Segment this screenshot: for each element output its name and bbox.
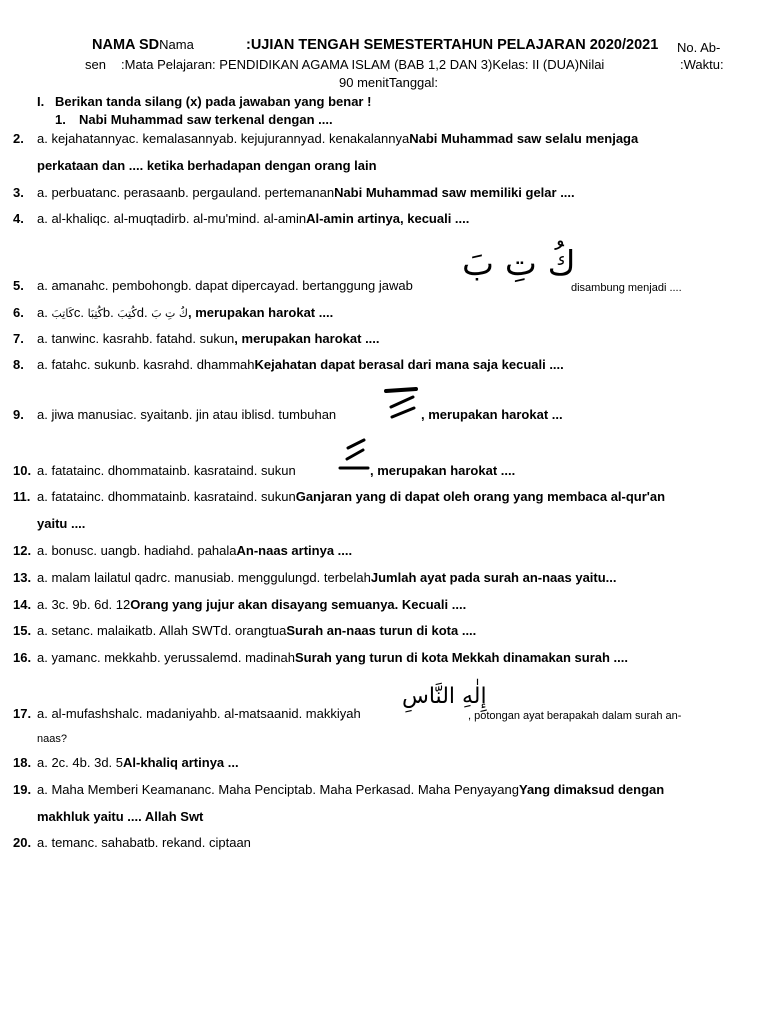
q6-arabic-2: كُتِبَا bbox=[87, 307, 103, 320]
q12-question-cont: yaitu .... bbox=[37, 516, 86, 531]
q19-line bbox=[37, 782, 664, 798]
q12-number: 12. bbox=[13, 543, 32, 558]
q4-options: a. al-khaliqc. al-muqtadirb. al-mu'mind. al-amin bbox=[37, 211, 307, 226]
subject-label: :Mata Pelajaran: PENDIDIKAN AGAMA ISLAM (BAB 1,2 DAN 3)Kelas: II (DUA)Nilai bbox=[121, 57, 605, 72]
q3-question: Nabi Muhammad saw selalu menjaga bbox=[409, 131, 639, 146]
q7-options: a. tanwinc. kasrahb. fatahd. sukun bbox=[37, 331, 235, 346]
q11-line bbox=[37, 489, 665, 505]
time-value: 90 menitTanggal: bbox=[339, 75, 439, 90]
q9-question: Kejahatan dapat berasal dari mana saja kecuali .... bbox=[254, 357, 564, 372]
q20-options: a. temanc. sahabatb. rekand. ciptaan bbox=[37, 835, 251, 850]
q3-question-cont: perkataan dan .... ketika berhadapan dengan orang lain bbox=[37, 158, 377, 173]
q5-question: Al-amin artinya, kecuali .... bbox=[306, 211, 470, 226]
q3-number: 3. bbox=[13, 185, 24, 200]
exam-title: :UJIAN TENGAH SEMESTERTAHUN PELAJARAN 2020/2021 bbox=[246, 37, 659, 53]
q15-question: Orang yang jujur akan disayang semuanya. Kecuali .... bbox=[130, 597, 467, 612]
q14-number: 14. bbox=[13, 597, 32, 612]
fathatain-harakat-icon bbox=[383, 386, 419, 420]
q5-after-text: disambung menjadi .... bbox=[571, 282, 682, 294]
q12-options: a. bonusc. uangb. hadiahd. pahala bbox=[37, 543, 237, 558]
q11-options: a. fatatainc. dhommatainb. kasrataind. sukun bbox=[37, 489, 296, 504]
q17-after-cont: naas? bbox=[37, 733, 67, 745]
q6-number: 6. bbox=[13, 305, 24, 320]
q17-options: a. al-mufashshalc. madaniyahb. al-matsaanid. makkiyah bbox=[37, 706, 361, 721]
q20-question-cont: makhluk yaitu .... Allah Swt bbox=[37, 809, 204, 824]
q1-number: 1. bbox=[55, 112, 66, 127]
q12-line bbox=[37, 543, 352, 559]
q13-question: An-naas artinya .... bbox=[236, 543, 353, 558]
q7-line bbox=[37, 331, 380, 347]
q4-question: Nabi Muhammad saw memiliki gelar .... bbox=[334, 185, 575, 200]
q18-options: a. 2c. 4b. 3d. 5 bbox=[37, 755, 124, 770]
q10-number: 10. bbox=[13, 463, 32, 478]
q6-opt-b: b. bbox=[102, 305, 114, 320]
q5-number: 5. bbox=[13, 278, 24, 293]
q16-line bbox=[37, 650, 628, 666]
q8-line bbox=[37, 357, 564, 373]
q6-arabic-1: كَاتِبَ bbox=[51, 307, 74, 320]
q11-number: 11. bbox=[13, 489, 31, 504]
q15-number: 15. bbox=[13, 623, 32, 638]
q14-line bbox=[37, 597, 466, 613]
q9-options: a. jiwa manusiac. syaitanb. jin atau iblisd. tumbuhan bbox=[37, 407, 337, 422]
q4-line bbox=[37, 211, 469, 227]
absen-label-1: No. Ab- bbox=[677, 40, 721, 55]
time-label: :Waktu: bbox=[680, 57, 724, 72]
q9-next: , merupakan harokat ... bbox=[421, 407, 563, 422]
q6-opt-d: d. bbox=[136, 305, 148, 320]
q2-line bbox=[37, 131, 638, 147]
q5-arabic-letters: كُ تِ بَ bbox=[462, 244, 576, 284]
q6-opt-a: a. bbox=[37, 305, 48, 320]
q3-options: a. perbuatanc. perasaanb. pergauland. pertemanan bbox=[37, 185, 335, 200]
q20-number: 20. bbox=[13, 835, 32, 850]
q17-number: 17. bbox=[13, 706, 32, 721]
q10-options: a. fatatainc. dhommatainb. kasrataind. sukun bbox=[37, 463, 296, 478]
q16-options: a. yamanc. mekkahb. yerussalemd. madinah bbox=[37, 650, 295, 665]
q19-question: Al-khaliq artinya ... bbox=[123, 755, 239, 770]
q17-after-text: , potongan ayat berapakah dalam surah an- bbox=[468, 710, 682, 722]
q14-options: a. 3c. 9b. 6d. 12 bbox=[37, 597, 131, 612]
q6-arabic-4: كُ تِ بَ bbox=[151, 307, 188, 320]
q6-opt-c: c. bbox=[73, 305, 85, 320]
q10-next: , merupakan harokat .... bbox=[370, 463, 516, 478]
q14-question: Jumlah ayat pada surah an-naas yaitu... bbox=[370, 570, 617, 585]
q6-line bbox=[37, 305, 333, 322]
q3-line bbox=[37, 185, 575, 201]
q5-options: a. amanahc. pembohongb. dapat dipercayad. bertanggung jawab bbox=[37, 278, 413, 293]
q18-line bbox=[37, 755, 239, 771]
q8-options: a. fatahc. sukunb. kasrahd. dhammah bbox=[37, 357, 255, 372]
q2-number: 2. bbox=[13, 131, 24, 146]
q4-number: 4. bbox=[13, 211, 24, 226]
q15-line bbox=[37, 623, 476, 639]
q16-number: 16. bbox=[13, 650, 32, 665]
q8-number: 8. bbox=[13, 357, 24, 372]
q13-line bbox=[37, 570, 617, 586]
q15-options: a. setanc. malaikatb. Allah SWTd. orangtua bbox=[37, 623, 287, 638]
q19-options: a. Maha Memberi Keamananc. Maha Penciptab. Maha Perkasad. Maha Penyayang bbox=[37, 782, 519, 797]
q6-next: , merupakan harokat .... bbox=[187, 305, 334, 320]
q13-options: a. malam lailatul qadrc. manusiab. menggulungd. terbelah bbox=[37, 570, 371, 585]
q2-options: a. kejahatannyac. kemalasannyab. kejujurannyad. kenakalannya bbox=[37, 131, 410, 146]
name-label: Nama bbox=[159, 37, 194, 52]
q17-arabic-ayat: إِلٰهِ النَّاسِ bbox=[402, 684, 487, 709]
q7-next: , merupakan harokat .... bbox=[234, 331, 380, 346]
q17-question: Surah yang turun di kota Mekkah dinamakan surah .... bbox=[294, 650, 628, 665]
q9-number: 9. bbox=[13, 407, 24, 422]
q1-text: Nabi Muhammad saw terkenal dengan .... bbox=[79, 112, 333, 127]
q12-question: Ganjaran yang di dapat oleh orang yang membaca al-qur'an bbox=[295, 489, 666, 504]
q19-number: 19. bbox=[13, 782, 32, 797]
q6-arabic-3: كُتِبَ bbox=[117, 307, 137, 320]
section-instruction: Berikan tanda silang (x) pada jawaban yang benar ! bbox=[55, 94, 372, 109]
absen-label-2: sen bbox=[85, 57, 106, 72]
q18-number: 18. bbox=[13, 755, 32, 770]
school-label: NAMA SD bbox=[92, 37, 160, 53]
q13-number: 13. bbox=[13, 570, 32, 585]
q7-number: 7. bbox=[13, 331, 24, 346]
kasratain-harakat-icon bbox=[338, 437, 370, 471]
q16-question: Surah an-naas turun di kota .... bbox=[286, 623, 477, 638]
header-line-1 bbox=[92, 37, 194, 53]
q20-question: Yang dimaksud dengan bbox=[519, 782, 665, 797]
section-roman: I. bbox=[37, 94, 45, 109]
